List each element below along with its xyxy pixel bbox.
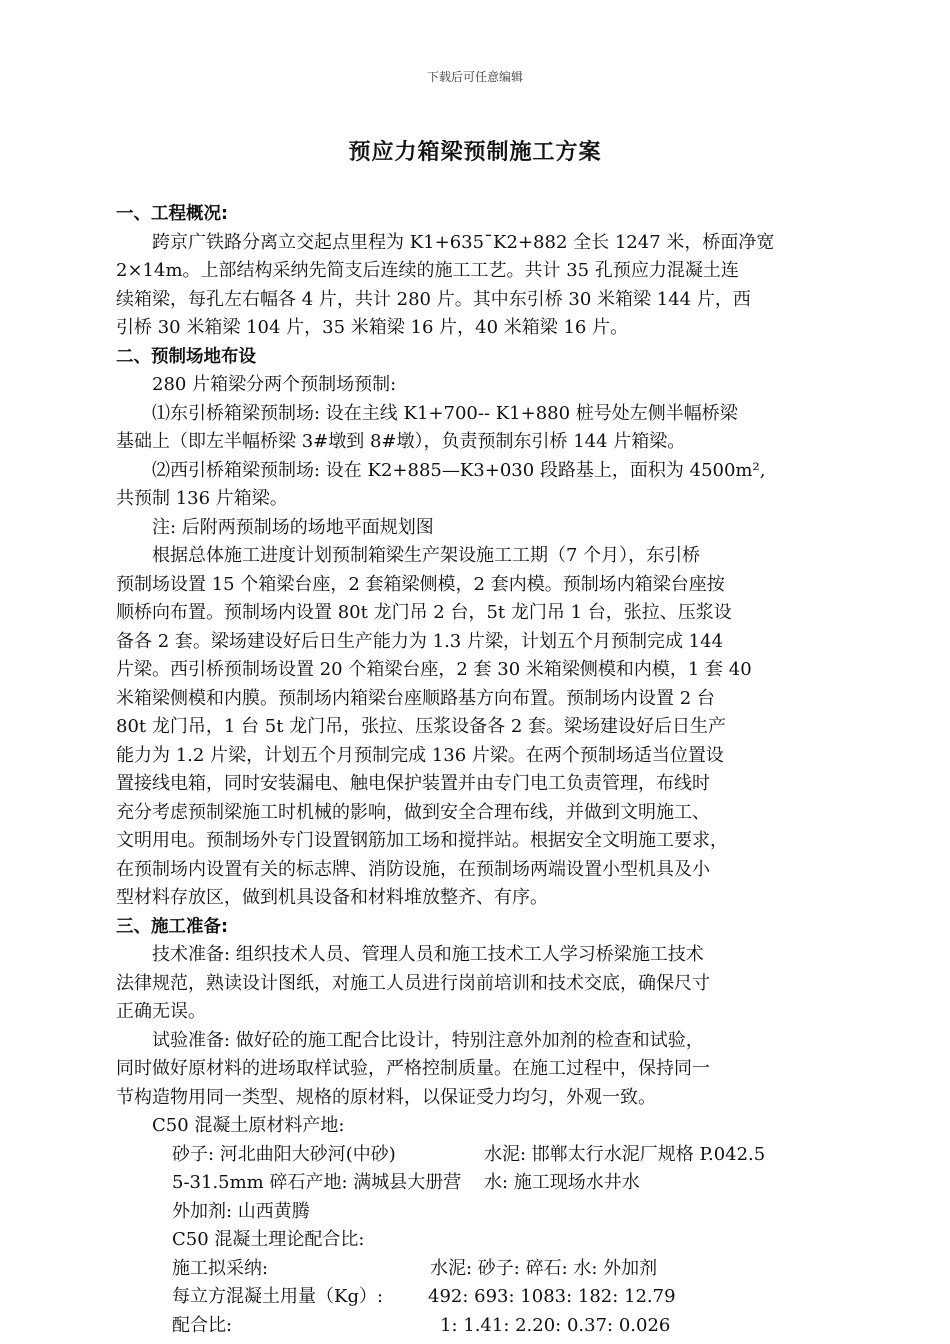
mix-table-label: 每立方混凝土用量（Kg）: [172, 1286, 384, 1307]
paragraph-line: 在预制场内设置有关的标志牌、消防设施，在预制场两端设置小型机具及小 [116, 858, 710, 880]
paragraph-line: 法律规范，熟读设计图纸，对施工人员进行岗前培训和技术交底，确保尺寸 [116, 972, 710, 994]
paragraph-line: 节构造物用同一类型、规格的原材料，以保证受力均匀，外观一致。 [116, 1086, 656, 1108]
paragraph-line: 置接线电箱，同时安装漏电、触电保护装置并由专门电工负责管理，布线时 [116, 773, 710, 794]
paragraph-line: 备各 2 套。梁场建设好后日生产能力为 1.3 片梁，计划五个月预制完成 144 [116, 630, 724, 652]
paragraph-line: 顺桥向布置。预制场内设置 80t 龙门吊 2 台，5t 龙门吊 1 台，张拉、压浆设 [116, 602, 732, 623]
document-title: 预应力箱梁预制施工方案 [348, 139, 602, 165]
mix-table-row [116, 1312, 862, 1341]
list-item-line: 基础上（即左半幅桥梁 3#墩到 8#墩），负责预制东引桥 144 片箱梁。 [116, 431, 686, 452]
paragraph-line: 根据总体施工进度计划预制箱梁生产架设施工工期（7 个月），东引桥 [152, 545, 701, 566]
paragraph-line: 续箱梁，每孔左右幅各 4 片，共计 280 片。其中东引桥 30 米箱梁 144 片，西 [116, 288, 751, 310]
paragraph-line: 充分考虑预制梁施工时机械的影响，做到安全合理布线，并做到文明施工、 [116, 801, 710, 823]
mix-table-value: 水泥: 砂子: 碎石: 水: 外加剂 [430, 1257, 658, 1279]
paragraph-line: 技术准备: 组织技术人员、管理人员和施工技术工人学习桥梁施工技术 [152, 944, 704, 965]
list-item-line: ⑴东引桥箱梁预制场: 设在主线 K1+700-- K1+880 桩号处左侧半幅桥梁 [152, 402, 738, 424]
paragraph-line: 正确无误。 [116, 1001, 206, 1022]
material-row [116, 1169, 862, 1198]
paragraph-line: 280 片箱梁分两个预制场预制: [152, 374, 397, 395]
paragraph-line: 型材料存放区，做到机具设备和材料堆放整齐、有序。 [116, 887, 548, 908]
paragraph-line: 跨京广铁路分离立交起点里程为 K1+635¯K2+882 全长 1247 米，桥面净宽 [152, 231, 775, 253]
document-body [116, 200, 862, 1340]
section-heading-overview: 一、工程概况: [116, 204, 228, 224]
section-heading-site-layout: 二、预制场地布设 [116, 346, 256, 367]
mix-table-row [116, 1255, 862, 1284]
material-row [116, 1141, 862, 1170]
paragraph-line: C50 混凝土理论配合比: [172, 1229, 365, 1250]
paragraph-line: 同时做好原材料的进场取样试验，严格控制质量。在施工过程中，保持同一 [116, 1058, 710, 1079]
material-additive: 外加剂: 山西黄腾 [172, 1200, 310, 1222]
mix-table-label: 施工拟采纳: [172, 1257, 269, 1279]
paragraph-line: 80t 龙门吊，1 台 5t 龙门吊，张拉、压浆设备各 2 套。梁场建设好后日生产 [116, 716, 727, 737]
material-sand: 砂子: 河北曲阳大砂河(中砂) [172, 1143, 396, 1165]
paragraph-line: 米箱梁侧模和内膜。预制场内箱梁台座顺路基方向布置。预制场内设置 2 台 [116, 687, 715, 709]
paragraph-line: 试验准备: 做好砼的施工配合比设计，特别注意外加剂的检查和试验， [152, 1029, 704, 1051]
section-heading-preparation: 三、施工准备: [116, 916, 228, 937]
material-water: 水: 施工现场水井水 [484, 1172, 640, 1193]
mix-table-value: 1: 1.41: 2.20: 0.37: 0.026 [440, 1314, 671, 1336]
paragraph-line: C50 混凝土原材料产地: [152, 1115, 345, 1136]
paragraph-line: 文明用电。预制场外专门设置钢筋加工场和搅拌站。根据安全文明施工要求， [116, 830, 728, 851]
paragraph-line: 预制场设置 15 个箱梁台座，2 套箱梁侧模，2 套内模。预制场内箱梁台座按 [116, 573, 725, 595]
header-note: 下载后可任意编辑 [426, 70, 523, 84]
list-item-line: 共预制 136 片箱梁。 [116, 488, 288, 509]
material-gravel: 5-31.5mm 碎石产地: 满城县大册营 [172, 1172, 462, 1193]
list-item-line: ⑵西引桥箱梁预制场: 设在 K2+885—K3+030 段路基上，面积为 4500m², [152, 459, 766, 481]
paragraph-line: 引桥 30 米箱梁 104 片，35 米箱梁 16 片，40 米箱梁 16 片。 [116, 317, 629, 338]
note-line: 注: 后附两预制场的场地平面规划图 [152, 516, 434, 538]
mix-table-label: 配合比: [172, 1314, 233, 1336]
paragraph-line: 2×14m。上部结构采纳先简支后连续的施工工艺。共计 35 孔预应力混凝土连 [116, 260, 739, 281]
paragraph-line: 片梁。西引桥预制场设置 20 个箱梁台座，2 套 30 米箱梁侧模和内模，1 套 40 [116, 659, 752, 680]
mix-table-row [116, 1283, 862, 1312]
mix-table-value: 492: 693: 1083: 182: 12.79 [428, 1286, 676, 1307]
paragraph-line: 能力为 1.2 片梁，计划五个月预制完成 136 片梁。在两个预制场适当位置设 [116, 744, 724, 766]
material-cement: 水泥: 邯郸太行水泥厂规格 P.042.5 [484, 1143, 766, 1165]
